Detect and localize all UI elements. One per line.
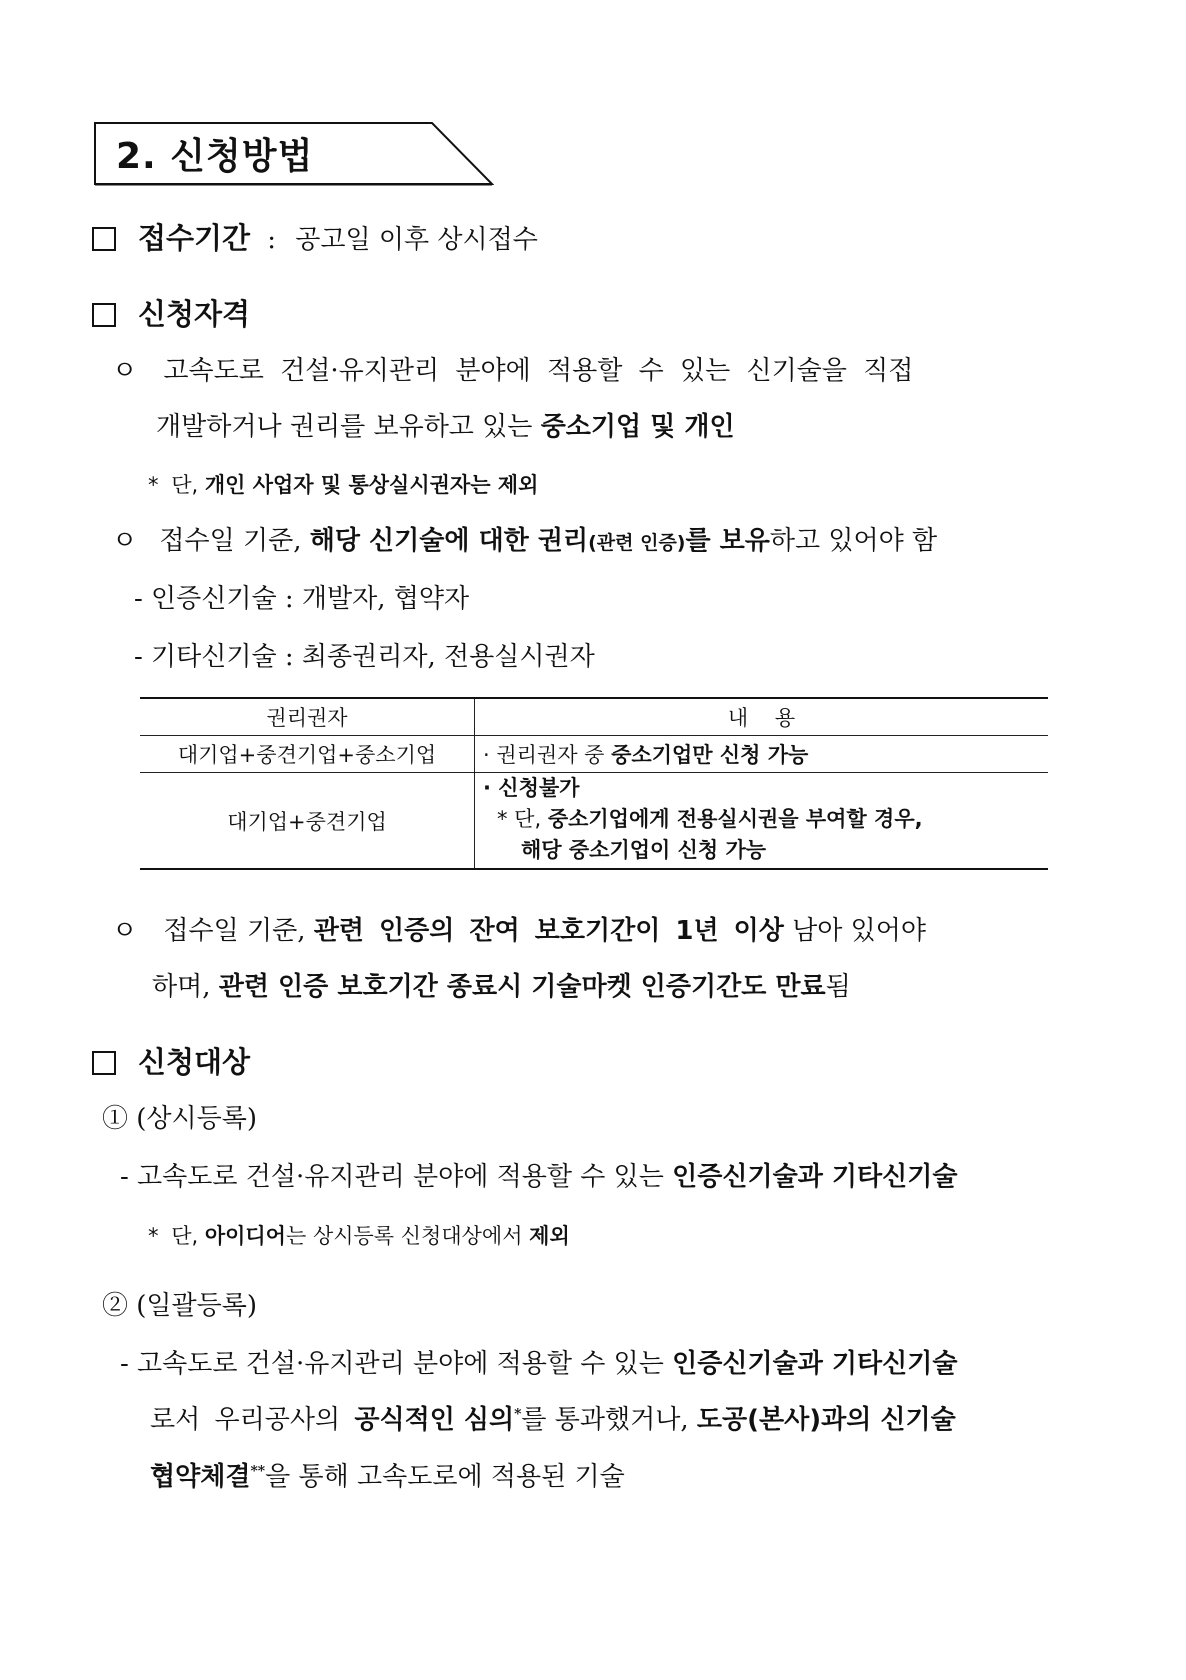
target-item-2-label: ② (일괄등록) [102,1291,258,1321]
circle-bullet: ㅇ [112,526,138,556]
cell-bold: 중소기업만 신청 가능 [611,743,809,767]
cell-bold-line-1: · 신청불가 [483,776,580,800]
reception-text: 공고일 이후 상시접수 [295,225,538,255]
table-header-content: 내 용 [475,698,1049,736]
table-row [140,773,1048,870]
table-cell-content-1 [475,736,1049,773]
note-text-c: 는 상시등록 신청대상에서 [285,1224,530,1248]
item2-text: - 고속도로 건설·유지관리 분야에 적용할 수 있는 [120,1349,673,1379]
square-bullet-icon [92,303,116,327]
reception-line [92,216,538,257]
item2-text-2c: 를 통과했거나, [521,1405,697,1435]
note-text: 단, [171,473,205,497]
note-bold-d: 제외 [529,1224,570,1248]
target-item-1-line [120,1156,957,1193]
eligibility-bullet-1-bold: 중소기업 및 개인 [540,412,735,442]
table-row [140,736,1048,773]
cell-line-2 [483,804,1040,835]
cell-line-3 [483,835,1040,866]
eligibility-bullet-1-line-1 [112,350,913,387]
footnote-mark: * [514,1406,522,1423]
target-item-1-label: ① (상시등록) [102,1104,258,1134]
square-bullet-icon [92,227,116,251]
eligibility-bullet-2 [112,520,937,557]
b2-bold-b: 해당 신기술에 대한 권리 [309,526,589,556]
target-item-2-line-1 [120,1343,957,1380]
item2-bold-2d: 도공(본사)과의 신기술 [696,1405,956,1435]
note-mark: * [148,473,159,497]
cell-bold: 중소기업에게 전용실시권을 부여할 경우, [547,807,923,831]
b2-bold-d: 를 보유 [685,526,770,556]
item1-text: - 고속도로 건설·유지관리 분야에 적용할 수 있는 [120,1162,673,1192]
b3-text-a: 접수일 기준, [163,916,314,946]
cell-text: * 단, [497,807,548,831]
b2-text-e: 하고 있어야 함 [769,526,938,556]
target-item-1-note [148,1220,570,1250]
eligibility-bullet-3-line-2 [152,966,851,1003]
b3-text-2c: 됨 [825,972,851,1002]
eligibility-heading: 신청자격 [138,297,251,331]
item2-bold-2b: 공식적인 심의 [354,1405,515,1435]
rights-holder-table [140,697,1048,870]
eligibility-dash-2: - 기타신기술 : 최종권리자, 전용실시권자 [134,642,595,672]
item1-bold: 인증신기술과 기타신기술 [672,1162,958,1192]
cell-line-1 [483,773,1040,804]
square-bullet-icon [92,1051,116,1075]
eligibility-note-1 [148,469,538,499]
cell-bold-line-3: 해당 중소기업이 신청 가능 [521,838,767,862]
b3-text-c: 남아 있어야 [783,916,926,946]
item2-text-3b: 을 통해 고속도로에 적용된 기술 [265,1462,625,1492]
table-cell-holder-1: 대기업+중견기업+중소기업 [140,736,475,773]
table-cell-holder-2: 대기업+중견기업 [140,773,475,870]
circle-bullet: ㅇ [112,356,138,386]
reception-separator: : [267,225,277,255]
note-bold-b: 아이디어 [204,1224,286,1248]
b3-bold-2: 관련 인증 보호기간 종료시 기술마켓 인증기간도 만료 [218,972,826,1002]
item2-bold-3a: 협약체결 [150,1462,251,1492]
section-title: 2. 신청방법 [116,136,314,177]
table-header-rights-holder: 권리권자 [140,698,475,736]
targets-heading-line [92,1040,250,1081]
b3-text-2a: 하며, [152,972,219,1002]
note-mark: * [148,1224,159,1248]
target-item-2-line-3 [150,1456,625,1493]
section-title-box [94,122,494,186]
b2-bold-c: (관련 인증) [588,532,686,554]
footnote-mark: ** [250,1463,266,1480]
table-header-row [140,698,1048,736]
item2-bold: 인증신기술과 기타신기술 [672,1349,958,1379]
reception-heading: 접수기간 [138,221,251,255]
table-cell-content-2 [475,773,1049,870]
b3-bold: 관련 인증의 잔여 보호기간이 1년 이상 [313,916,784,946]
note-text-a: 단, [171,1224,205,1248]
circle-bullet: ㅇ [112,916,138,946]
eligibility-bullet-3-line-1 [112,910,926,947]
eligibility-bullet-1-text-2: 개발하거나 권리를 보유하고 있는 [156,412,541,442]
note-bold: 개인 사업자 및 통상실시권자는 제외 [204,473,539,497]
targets-heading: 신청대상 [138,1045,251,1079]
eligibility-dash-1: - 인증신기술 : 개발자, 협약자 [134,584,470,614]
b2-text-a: 접수일 기준, [159,526,310,556]
eligibility-bullet-1-text: 고속도로 건설·유지관리 분야에 적용할 수 있는 신기술을 직접 [163,356,914,386]
target-item-2-line-2 [150,1399,956,1436]
item2-text-2a: 로서 우리공사의 [150,1405,355,1435]
eligibility-bullet-1-line-2 [156,406,735,443]
cell-text: · 권리권자 중 [483,743,612,767]
eligibility-heading-line [92,292,250,333]
